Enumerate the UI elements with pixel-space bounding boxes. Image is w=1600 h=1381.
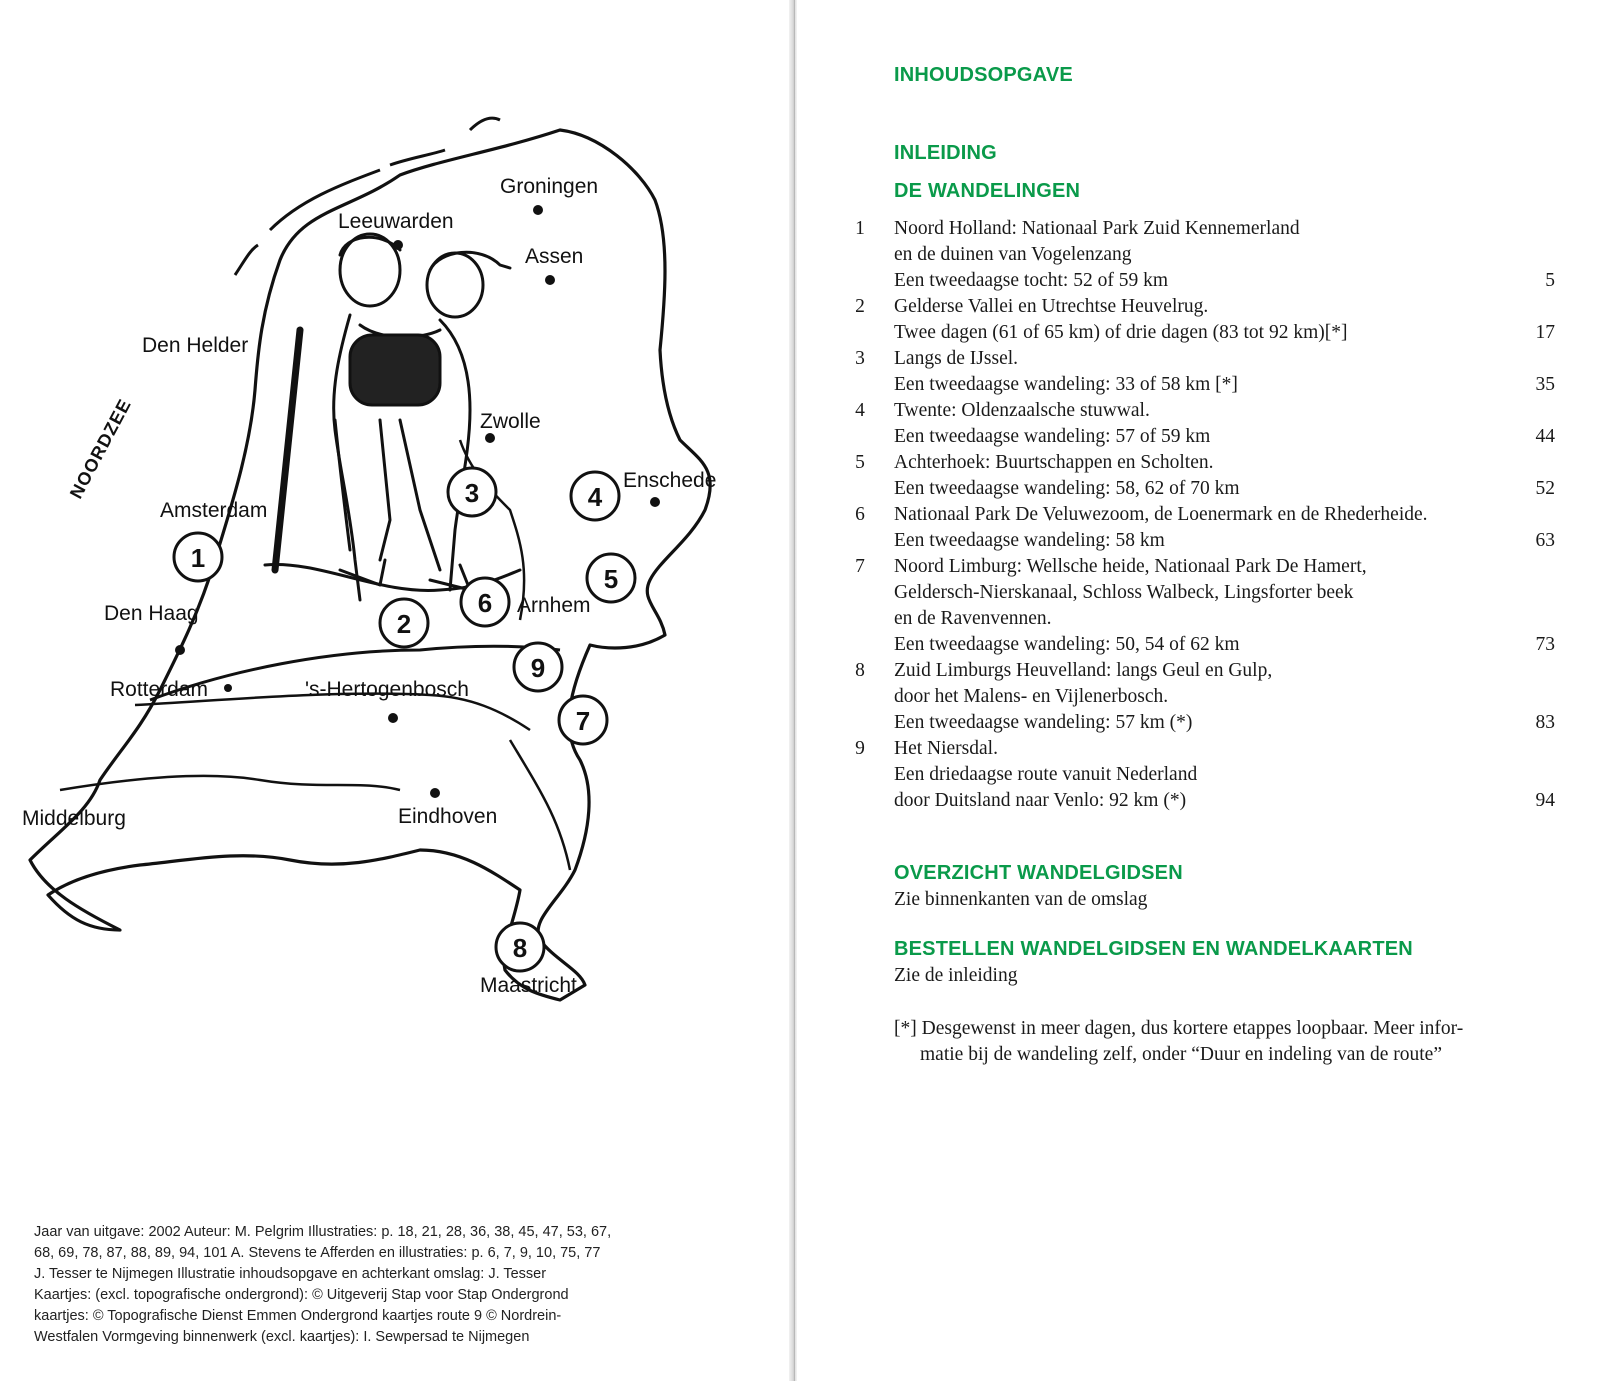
footnote-line: [*] Desgewenst in meer dagen, dus kortere etappes loopbaar. Meer infor- bbox=[894, 1018, 1464, 1039]
toc-line bbox=[850, 736, 1555, 762]
toc-page-number: 73 bbox=[1535, 634, 1555, 655]
toc-entry-5 bbox=[850, 450, 1555, 502]
colophon-line: Jaar van uitgave: 2002 Auteur: M. Pelgrim Illustraties: p. 18, 21, 28, 36, 38, 45, 47, 53, 67, bbox=[34, 1224, 612, 1240]
city-label-arnhem: Arnhem bbox=[517, 594, 591, 617]
toc-entry-text: Langs de IJssel. bbox=[894, 348, 1019, 369]
route-marker-3 bbox=[448, 468, 496, 516]
route-marker-1 bbox=[174, 533, 222, 581]
toc-line bbox=[850, 320, 1555, 346]
sea-label-noordzee: NOORDZEE bbox=[65, 395, 136, 502]
toc-entry-text: en de Ravenvennen. bbox=[894, 608, 1052, 629]
route-marker-8 bbox=[496, 923, 544, 971]
toc-entry-text: door Duitsland naar Venlo: 92 km (*) bbox=[894, 790, 1187, 811]
route-marker-5 bbox=[587, 554, 635, 602]
toc-line bbox=[850, 684, 1555, 710]
book-gutter bbox=[789, 0, 797, 1381]
toc-line bbox=[850, 372, 1555, 398]
toc-entry-text: Een tweedaagse wandeling: 33 of 58 km [*] bbox=[894, 374, 1238, 395]
toc-page-number: 83 bbox=[1535, 712, 1555, 733]
toc-line bbox=[850, 606, 1555, 632]
toc-list bbox=[850, 216, 1555, 814]
gutter-line bbox=[794, 0, 795, 1381]
city-label-zwolle: Zwolle bbox=[480, 410, 541, 433]
route-marker-2 bbox=[380, 599, 428, 647]
toc-entry-number: 4 bbox=[855, 400, 865, 421]
svg-text:4: 4 bbox=[587, 482, 603, 512]
footnote-line: matie bij de wandeling zelf, onder “Duur en indeling van de route” bbox=[920, 1044, 1442, 1065]
city-label-middelburg: Middelburg bbox=[22, 807, 126, 830]
order-text: Zie de inleiding bbox=[894, 965, 1018, 986]
svg-text:1: 1 bbox=[190, 543, 206, 573]
overview-heading: OVERZICHT WANDELGIDSEN bbox=[894, 862, 1183, 884]
toc-entry-text: Een tweedaagse wandeling: 57 of 59 km bbox=[894, 426, 1211, 447]
toc-entry-7 bbox=[850, 554, 1555, 658]
toc-entry-number: 9 bbox=[855, 738, 865, 759]
toc-line bbox=[850, 346, 1555, 372]
svg-text:3: 3 bbox=[464, 478, 480, 508]
toc-entry-text: Het Niersdal. bbox=[894, 738, 998, 759]
toc-entry-text: Noord Limburg: Wellsche heide, Nationaal Park De Hamert, bbox=[894, 556, 1367, 577]
toc-title: INHOUDSOPGAVE bbox=[894, 64, 1073, 86]
left-page bbox=[0, 0, 793, 1381]
toc-line bbox=[850, 710, 1555, 736]
city-label-assen: Assen bbox=[525, 245, 584, 268]
toc-line bbox=[850, 476, 1555, 502]
toc-line bbox=[850, 398, 1555, 424]
toc-entry-text: Achterhoek: Buurtschappen en Scholten. bbox=[894, 452, 1214, 473]
toc-entry-8 bbox=[850, 658, 1555, 736]
toc-page-number: 17 bbox=[1535, 322, 1555, 343]
city-label-den-helder: Den Helder bbox=[142, 334, 249, 357]
colophon-line: Kaartjes: (excl. topografische ondergrond): © Uitgeverij Stap voor Stap Ondergrond bbox=[34, 1287, 569, 1303]
toc-entry-3 bbox=[850, 346, 1555, 398]
city-label-maastricht: Maastricht bbox=[480, 974, 577, 997]
toc-page-number: 5 bbox=[1545, 270, 1555, 291]
toc-entry-text: door het Malens- en Vijlenerbosch. bbox=[894, 686, 1169, 707]
toc-line bbox=[850, 632, 1555, 658]
toc-page-number: 94 bbox=[1535, 790, 1555, 811]
svg-text:5: 5 bbox=[603, 564, 619, 594]
toc-entry-text: Nationaal Park De Veluwezoom, de Loenermark en de Rhederheide. bbox=[894, 504, 1428, 525]
route-marker-6 bbox=[461, 578, 509, 626]
colophon-line: kaartjes: © Topografische Dienst Emmen Ondergrond kaartjes route 9 © Nordrein- bbox=[34, 1308, 562, 1324]
toc-entry-number: 7 bbox=[855, 556, 865, 577]
order-heading: BESTELLEN WANDELGIDSEN EN WANDELKAARTEN bbox=[894, 938, 1413, 960]
toc-entry-6 bbox=[850, 502, 1555, 554]
toc-entry-text: Noord Holland: Nationaal Park Zuid Kennemerland bbox=[894, 218, 1300, 239]
toc-line bbox=[850, 554, 1555, 580]
toc-line bbox=[850, 528, 1555, 554]
toc-page-number: 35 bbox=[1535, 374, 1555, 395]
toc-line bbox=[850, 268, 1555, 294]
toc-entry-1 bbox=[850, 216, 1555, 294]
toc-line bbox=[850, 502, 1555, 528]
toc-entry-text: Een tweedaagse wandeling: 57 km (*) bbox=[894, 712, 1193, 733]
walks-heading: DE WANDELINGEN bbox=[894, 180, 1081, 202]
toc-entry-text: en de duinen van Vogelenzang bbox=[894, 244, 1132, 265]
svg-text:7: 7 bbox=[575, 706, 591, 736]
toc-entry-text: Een tweedaagse wandeling: 58, 62 of 70 km bbox=[894, 478, 1240, 499]
toc-line bbox=[850, 216, 1555, 242]
toc-entry-number: 3 bbox=[855, 348, 865, 369]
toc-entry-text: Twee dagen (61 of 65 km) of drie dagen (83 tot 92 km)[*] bbox=[894, 322, 1348, 343]
toc-entry-2 bbox=[850, 294, 1555, 346]
toc-line bbox=[850, 450, 1555, 476]
toc-line bbox=[850, 658, 1555, 684]
colophon-line: J. Tesser te Nijmegen Illustratie inhoudsopgave en achterkant omslag: J. Tesser bbox=[34, 1266, 547, 1282]
toc-entry-9 bbox=[850, 736, 1555, 814]
toc-entry-text: Een tweedaagse tocht: 52 of 59 km bbox=[894, 270, 1168, 291]
toc-line bbox=[850, 580, 1555, 606]
colophon bbox=[34, 1222, 734, 1348]
toc-entry-text: Zuid Limburgs Heuvelland: langs Geul en Gulp, bbox=[894, 660, 1273, 681]
toc-entry-number: 5 bbox=[855, 452, 865, 473]
svg-text:8: 8 bbox=[512, 933, 528, 963]
toc-page-number: 52 bbox=[1535, 478, 1555, 499]
colophon-line: Westfalen Vormgeving binnenwerk (excl. kaartjes): I. Sewpersad te Nijmegen bbox=[34, 1329, 530, 1345]
toc-entry-text: Twente: Oldenzaalsche stuwwal. bbox=[894, 400, 1150, 421]
toc-entry-text: Een tweedaagse wandeling: 50, 54 of 62 km bbox=[894, 634, 1240, 655]
svg-text:6: 6 bbox=[477, 588, 493, 618]
city-label-den-haag: Den Haag bbox=[104, 602, 199, 625]
toc-entry-number: 8 bbox=[855, 660, 865, 681]
svg-text:9: 9 bbox=[530, 653, 546, 683]
toc-page-number: 63 bbox=[1535, 530, 1555, 551]
city-label-rotterdam: Rotterdam bbox=[110, 678, 209, 701]
toc-line bbox=[850, 788, 1555, 814]
toc-entry-number: 1 bbox=[855, 218, 865, 239]
city-label-groningen: Groningen bbox=[500, 175, 599, 198]
toc-line bbox=[850, 424, 1555, 450]
city-label-leeuwarden: Leeuwarden bbox=[338, 210, 454, 233]
toc-page-number: 44 bbox=[1535, 426, 1555, 447]
toc-entry-number: 2 bbox=[855, 296, 865, 317]
toc-line bbox=[850, 294, 1555, 320]
toc-entry-text: Een tweedaagse wandeling: 58 km bbox=[894, 530, 1165, 551]
footnote bbox=[894, 1016, 1554, 1068]
city-label-amsterdam: Amsterdam bbox=[160, 499, 268, 522]
toc-line bbox=[850, 242, 1555, 268]
route-marker-9 bbox=[514, 643, 562, 691]
overview-text: Zie binnenkanten van de omslag bbox=[894, 889, 1148, 910]
city-label-den-bosch: 's-Hertogenbosch bbox=[305, 678, 469, 701]
city-label-eindhoven: Eindhoven bbox=[398, 805, 498, 828]
city-label-enschede: Enschede bbox=[623, 469, 717, 492]
toc-entry-4 bbox=[850, 398, 1555, 450]
route-marker-4 bbox=[571, 472, 619, 520]
svg-text:2: 2 bbox=[396, 609, 412, 639]
toc-entry-text: Geldersch-Nierskanaal, Schloss Walbeck, Lingsforter beek bbox=[894, 582, 1354, 603]
route-marker-7 bbox=[559, 696, 607, 744]
netherlands-route-map bbox=[0, 90, 760, 1050]
toc-entry-text: Gelderse Vallei en Utrechtse Heuvelrug. bbox=[894, 296, 1209, 317]
toc-line bbox=[850, 762, 1555, 788]
colophon-line: 68, 69, 78, 87, 88, 89, 94, 101 A. Stevens te Afferden en illustraties: p. 6, 7, 9, 10, 75, 77 bbox=[34, 1245, 601, 1261]
toc-entry-text: Een driedaagse route vanuit Nederland bbox=[894, 764, 1198, 785]
intro-heading: INLEIDING bbox=[894, 142, 997, 164]
toc-entry-number: 6 bbox=[855, 504, 865, 525]
